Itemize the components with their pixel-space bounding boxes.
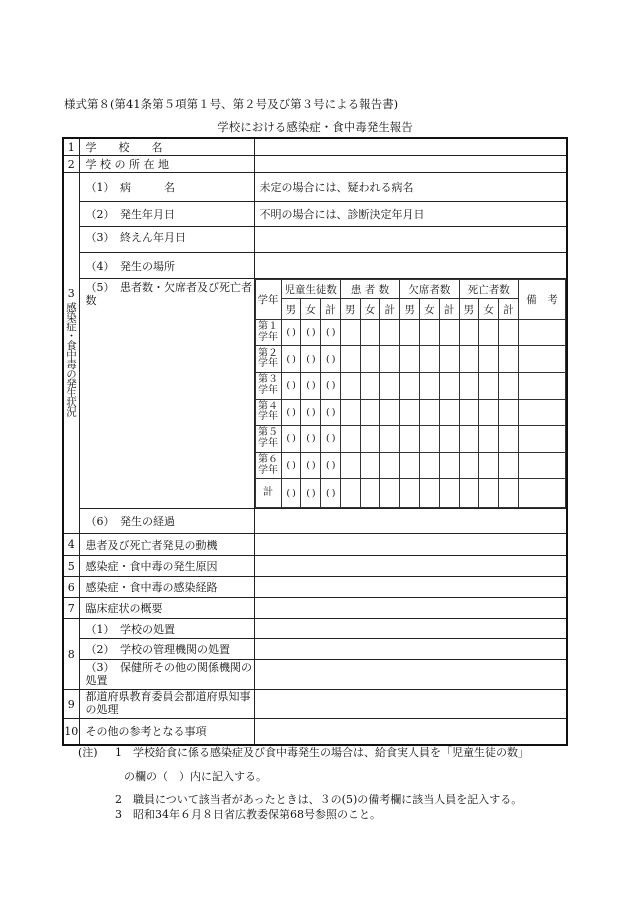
count-cell[interactable] xyxy=(380,452,400,479)
grade-row xyxy=(255,479,566,508)
grade-label: 計 xyxy=(255,479,281,508)
section3-number: 3 xyxy=(67,287,75,300)
total-header: 計 xyxy=(380,299,400,319)
section3-label-cell xyxy=(63,173,79,534)
count-cell[interactable] xyxy=(459,346,479,373)
male-header: 男 xyxy=(400,299,420,319)
remarks-header: 備 考 xyxy=(519,280,566,320)
count-cell[interactable] xyxy=(380,373,400,400)
student-count-cell[interactable]: ( ) xyxy=(281,373,301,400)
note-1-continued: の欄の（ ）内に記入する。 xyxy=(124,770,267,783)
grade-row xyxy=(255,452,566,479)
row-symptoms xyxy=(63,598,567,619)
student-count-cell[interactable]: ( ) xyxy=(281,319,301,346)
count-cell[interactable] xyxy=(340,479,360,508)
count-cell[interactable] xyxy=(380,479,400,508)
row-patient-counts xyxy=(63,279,567,509)
student-count-cell[interactable]: ( ) xyxy=(321,479,341,508)
grade-row xyxy=(255,399,566,426)
total-header: 計 xyxy=(439,299,459,319)
count-cell[interactable] xyxy=(360,373,380,400)
row-number: 9 xyxy=(63,690,79,719)
count-cell[interactable] xyxy=(419,346,439,373)
count-cell[interactable] xyxy=(479,346,499,373)
remarks-cell[interactable] xyxy=(519,319,566,346)
cause-field[interactable] xyxy=(254,556,567,577)
row-disease-name xyxy=(63,173,567,202)
count-cell[interactable] xyxy=(459,479,479,508)
student-count-cell[interactable]: ( ) xyxy=(301,399,321,426)
disease-name-label: （1） 病 名 xyxy=(79,173,254,202)
health-center-action-field[interactable] xyxy=(254,660,567,690)
notes-label: (注) xyxy=(78,746,98,759)
note-2: 2 職員について該当者があったときは、３の(5)の備考欄に該当人員を記入する。 xyxy=(115,793,523,806)
count-cell[interactable] xyxy=(340,426,360,453)
count-cell[interactable] xyxy=(499,319,519,346)
female-header: 女 xyxy=(360,299,380,319)
disease-name-field[interactable]: 未定の場合には、疑われる病名 xyxy=(254,173,567,202)
row-number: 6 xyxy=(63,577,79,598)
management-action-field[interactable] xyxy=(254,639,567,660)
school-action-label: （1） 学校の処置 xyxy=(79,619,254,639)
count-cell[interactable] xyxy=(459,399,479,426)
outbreak-progress-label: （6） 発生の経過 xyxy=(79,509,254,534)
report-form-table xyxy=(62,137,568,746)
grade-label: 第５学年 xyxy=(255,426,281,453)
count-cell[interactable] xyxy=(400,479,420,508)
onset-date-field[interactable]: 不明の場合には、診断決定年月日 xyxy=(254,202,567,227)
absentees-header: 欠席者数 xyxy=(400,280,459,299)
count-cell[interactable] xyxy=(400,426,420,453)
count-cell[interactable] xyxy=(439,479,459,508)
other-notes-field[interactable] xyxy=(254,719,567,745)
male-header: 男 xyxy=(281,299,301,319)
count-cell[interactable] xyxy=(459,373,479,400)
school-address-field[interactable] xyxy=(254,156,567,173)
row-number: 7 xyxy=(63,598,79,619)
grade-label: 第３学年 xyxy=(255,373,281,400)
count-cell[interactable] xyxy=(360,399,380,426)
row-cause xyxy=(63,556,567,577)
grade-row xyxy=(255,426,566,453)
row-outbreak-place xyxy=(63,253,567,279)
remarks-cell[interactable] xyxy=(519,346,566,373)
student-count-cell[interactable]: ( ) xyxy=(301,479,321,508)
grade-header: 学年 xyxy=(255,280,281,320)
student-count-cell[interactable]: ( ) xyxy=(301,373,321,400)
count-cell[interactable] xyxy=(380,319,400,346)
student-count-cell[interactable]: ( ) xyxy=(321,399,341,426)
route-field[interactable] xyxy=(254,577,567,598)
discovery-motive-field[interactable] xyxy=(254,534,567,556)
count-cell[interactable] xyxy=(400,452,420,479)
count-cell[interactable] xyxy=(499,452,519,479)
male-header: 男 xyxy=(340,299,360,319)
count-cell[interactable] xyxy=(360,346,380,373)
symptoms-label: 臨床症状の概要 xyxy=(79,598,254,619)
count-cell[interactable] xyxy=(340,319,360,346)
prefecture-action-label: 都道府県教育委員会都道府県知事の処理 xyxy=(79,690,254,719)
student-count-cell[interactable]: ( ) xyxy=(301,452,321,479)
count-cell[interactable] xyxy=(400,373,420,400)
count-cell[interactable] xyxy=(360,479,380,508)
count-cell[interactable] xyxy=(479,319,499,346)
count-cell[interactable] xyxy=(340,452,360,479)
count-cell[interactable] xyxy=(419,426,439,453)
grade-label: 第１学年 xyxy=(255,319,281,346)
count-cell[interactable] xyxy=(479,373,499,400)
total-header: 計 xyxy=(499,299,519,319)
note-1: 1 学校給食に係る感染症及び食中毒発生の場合は、給食実人員を「児童生徒の数」 xyxy=(115,746,529,759)
male-header: 男 xyxy=(459,299,479,319)
remarks-cell[interactable] xyxy=(519,426,566,453)
student-count-cell[interactable]: ( ) xyxy=(281,399,301,426)
school-action-field[interactable] xyxy=(254,619,567,639)
outbreak-place-field[interactable] xyxy=(254,253,567,279)
count-cell[interactable] xyxy=(439,399,459,426)
end-date-label: （3） 終えん年月日 xyxy=(79,227,254,253)
row-outbreak-progress xyxy=(63,509,567,534)
student-count-cell[interactable]: ( ) xyxy=(321,452,341,479)
count-cell[interactable] xyxy=(479,452,499,479)
row-number: 5 xyxy=(63,556,79,577)
count-cell[interactable] xyxy=(400,399,420,426)
female-header: 女 xyxy=(479,299,499,319)
grade-label: 第２学年 xyxy=(255,346,281,373)
onset-date-label: （2） 発生年月日 xyxy=(79,202,254,227)
count-cell[interactable] xyxy=(419,399,439,426)
row-management-action xyxy=(63,639,567,660)
count-cell[interactable] xyxy=(439,452,459,479)
grade-label: 第６学年 xyxy=(255,452,281,479)
remarks-cell[interactable] xyxy=(519,479,566,508)
outbreak-place-label: （4） 発生の場所 xyxy=(79,253,254,279)
count-cell[interactable] xyxy=(340,346,360,373)
grade-row xyxy=(255,319,566,346)
row-end-date xyxy=(63,227,567,253)
patients-header: 患 者 数 xyxy=(340,280,399,299)
count-cell[interactable] xyxy=(499,373,519,400)
remarks-cell[interactable] xyxy=(519,373,566,400)
patient-counts-cell xyxy=(254,279,567,509)
count-cell[interactable] xyxy=(499,426,519,453)
count-cell[interactable] xyxy=(380,426,400,453)
student-count-cell[interactable]: ( ) xyxy=(301,319,321,346)
form-title: 学校における感染症・食中毒発生報告 xyxy=(217,120,413,134)
section3-vertical-label: 感染症・食中毒の発生状況 xyxy=(65,302,77,416)
student-count-cell[interactable]: ( ) xyxy=(281,426,301,453)
row-number: 1 xyxy=(63,138,79,156)
count-cell[interactable] xyxy=(360,426,380,453)
school-name-label: 学 校 名 xyxy=(79,138,254,156)
count-cell[interactable] xyxy=(360,319,380,346)
student-count-cell[interactable]: ( ) xyxy=(281,346,301,373)
health-center-action-label: （3） 保健所その他の関係機関の処置 xyxy=(79,660,254,690)
patient-counts-table xyxy=(255,279,567,508)
section8-number: 8 xyxy=(63,619,79,690)
count-cell[interactable] xyxy=(479,399,499,426)
patient-counts-label: （5） 患者数・欠席者及び死亡者数 xyxy=(79,279,254,509)
student-count-cell[interactable]: ( ) xyxy=(301,426,321,453)
count-cell[interactable] xyxy=(499,479,519,508)
count-cell[interactable] xyxy=(400,319,420,346)
remarks-cell[interactable] xyxy=(519,399,566,426)
count-cell[interactable] xyxy=(340,399,360,426)
grade-label: 第４学年 xyxy=(255,399,281,426)
row-number: 10 xyxy=(63,719,79,745)
remarks-cell[interactable] xyxy=(519,452,566,479)
cause-label: 感染症・食中毒の発生原因 xyxy=(79,556,254,577)
row-school-name xyxy=(63,138,567,156)
female-header: 女 xyxy=(301,299,321,319)
count-cell[interactable] xyxy=(479,479,499,508)
count-cell[interactable] xyxy=(439,346,459,373)
count-cell[interactable] xyxy=(380,399,400,426)
student-count-cell[interactable]: ( ) xyxy=(321,346,341,373)
row-other-notes xyxy=(63,719,567,745)
table-header-row xyxy=(255,280,566,299)
note-3: 3 昭和34年６月８日省広教委保第68号参照のこと。 xyxy=(115,808,381,821)
form-number: 様式第８(第41条第５項第１号、第２号及び第３号による報告書) xyxy=(64,97,399,111)
deaths-header: 死亡者数 xyxy=(459,280,518,299)
student-count-cell[interactable]: ( ) xyxy=(281,479,301,508)
student-count-cell[interactable]: ( ) xyxy=(321,373,341,400)
count-cell[interactable] xyxy=(419,319,439,346)
management-action-label: （2） 学校の管理機関の処置 xyxy=(79,639,254,660)
student-count-cell[interactable]: ( ) xyxy=(301,346,321,373)
school-name-field[interactable] xyxy=(254,138,567,156)
count-cell[interactable] xyxy=(499,346,519,373)
count-cell[interactable] xyxy=(439,426,459,453)
count-cell[interactable] xyxy=(459,426,479,453)
count-cell[interactable] xyxy=(380,346,400,373)
count-cell[interactable] xyxy=(479,426,499,453)
end-date-field[interactable] xyxy=(254,227,567,253)
count-cell[interactable] xyxy=(459,319,479,346)
grade-row xyxy=(255,373,566,400)
row-route xyxy=(63,577,567,598)
count-cell[interactable] xyxy=(499,399,519,426)
row-onset-date xyxy=(63,202,567,227)
student-count-cell[interactable]: ( ) xyxy=(281,452,301,479)
student-count-cell[interactable]: ( ) xyxy=(321,426,341,453)
route-label: 感染症・食中毒の感染経路 xyxy=(79,577,254,598)
row-prefecture-action xyxy=(63,690,567,719)
row-number: 4 xyxy=(63,534,79,556)
count-cell[interactable] xyxy=(360,452,380,479)
student-count-cell[interactable]: ( ) xyxy=(321,319,341,346)
row-school-action xyxy=(63,619,567,639)
grade-rows xyxy=(255,319,566,507)
row-discovery-motive xyxy=(63,534,567,556)
count-cell[interactable] xyxy=(459,452,479,479)
row-health-center-action xyxy=(63,660,567,690)
row-school-address xyxy=(63,156,567,173)
count-cell[interactable] xyxy=(340,373,360,400)
prefecture-action-field[interactable] xyxy=(254,690,567,719)
count-cell[interactable] xyxy=(419,452,439,479)
discovery-motive-label: 患者及び死亡者発見の動機 xyxy=(79,534,254,556)
count-cell[interactable] xyxy=(419,373,439,400)
count-cell[interactable] xyxy=(439,373,459,400)
other-notes-label: その他の参考となる事項 xyxy=(79,719,254,745)
row-number: 2 xyxy=(63,156,79,173)
total-header: 計 xyxy=(321,299,341,319)
school-address-label: 学 校 の 所 在 地 xyxy=(79,156,254,173)
female-header: 女 xyxy=(419,299,439,319)
count-cell[interactable] xyxy=(419,479,439,508)
students-header: 児童生徒数 xyxy=(281,280,340,299)
count-cell[interactable] xyxy=(400,346,420,373)
count-cell[interactable] xyxy=(439,319,459,346)
symptoms-field[interactable] xyxy=(254,598,567,619)
outbreak-progress-field[interactable] xyxy=(254,509,567,534)
grade-row xyxy=(255,346,566,373)
